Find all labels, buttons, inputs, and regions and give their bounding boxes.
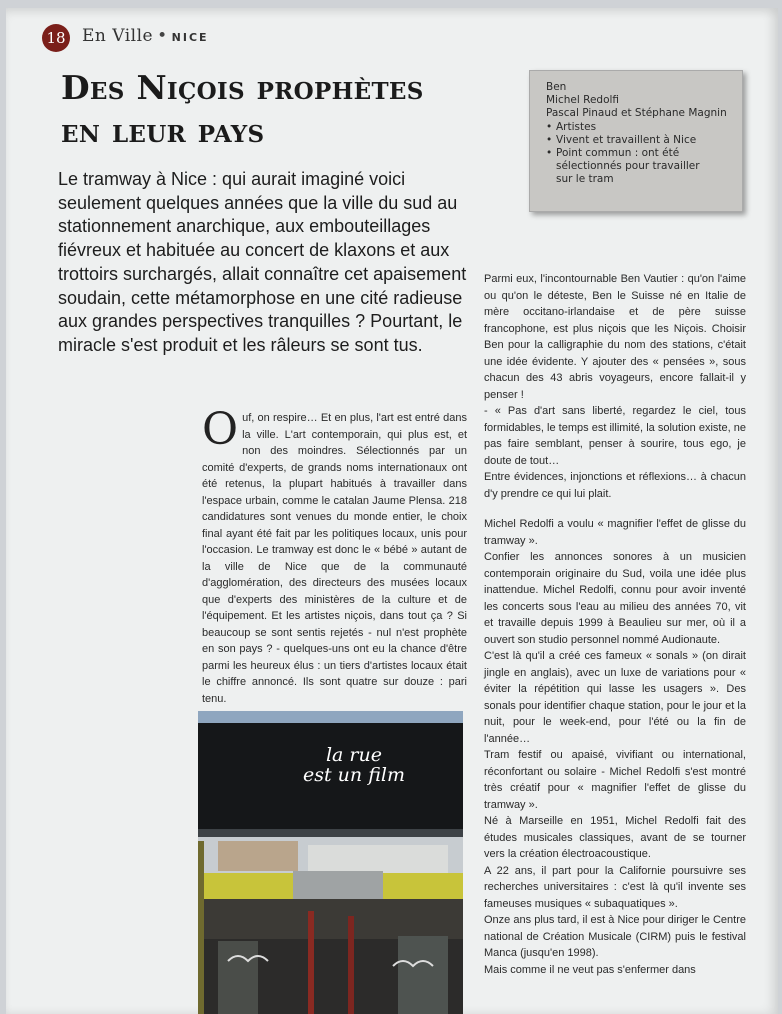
sidebar-bullet-continuation: sélectionnés pour travailler (556, 160, 700, 173)
sidebar-bullet: • Vivent et travaillent à Nice (546, 134, 730, 147)
sidebar-name: Michel Redolfi (546, 94, 620, 107)
paragraph: Entre évidences, injonctions et réflexions… à chacun d'y prendre ce qui lui plait. (484, 471, 746, 500)
paragraph: A 22 ans, il part pour la Californie poursuivre ses recherches universitaires : c'est là qu'il invente ses fameuses musiques « subaquatiques ». (484, 864, 746, 910)
tram-station-photo (198, 711, 463, 1014)
article-column-left (202, 404, 467, 707)
paragraph: Parmi eux, l'incontournable Ben Vautier : qu'on l'aime ou qu'on le déteste, Ben le Suisse né en Italie de mère occitano-irlandaise et de père suisse francophone, est plus niçois que les Niçois. Choisir Ben pour la calligraphie du nom des stations, c'était une idée évidente. Y ajouter des « pensées », sous chacun des 43 abris voyageurs, encore fallait-il y penser ! (484, 273, 746, 401)
paragraph-gap (484, 502, 746, 516)
section-subtitle: NICE (171, 31, 209, 44)
headline-line-2: en leur pays (61, 111, 265, 150)
sidebar-bullet: • Point commun : ont été (546, 147, 730, 160)
paragraph: Onze ans plus tard, il est à Nice pour diriger le Centre national de Création Musicale (CIRM) puis le festival Manca (jusqu'en 1998). (484, 914, 746, 959)
paragraph: Né à Marseille en 1951, Michel Redolfi fait des études musicales classiques, avant de se tourner vers la création électroacoustique. (484, 815, 746, 860)
paragraph: Confier les annonces sonores à un musicien contemporain originaire du Sud, voila une idée plus inattendue. Michel Redolfi, connu pour avoir inventé les concerts sous l'eau au milieu des années 70, vit et travaille depuis 1999 à Beaulieu sur mer, où il a ouvert son studio personnel nommé Audionaute. (484, 551, 746, 646)
headline-line-1: Des Niçois prophètes (61, 68, 424, 107)
paragraph: C'est là qu'il a créé ces fameux « sonals » (on dirait jingle en anglais), avec un luxe de variations pour « éviter la répétition qui lasse les usagers ». Des sonals pour identifier chaque station, pour le jour et la nuit, pour le week-end, pour l'été ou la fin de l'année… (484, 650, 746, 745)
paragraph: - « Pas d'art sans liberté, regardez le ciel, tous formidables, le temps est illimité, la solution existe, ne pas faire semblant, penser à sourire, tous ego, je doute de tout… (484, 405, 746, 467)
sidebar-bullet-continuation: sur le tram (556, 173, 614, 186)
sidebar-name: Pascal Pinaud et Stéphane Magnin (546, 107, 727, 120)
paragraph: Mais comme il ne veut pas s'enfermer dans (484, 963, 696, 976)
sign-line-2: est un film (303, 764, 405, 786)
sidebar-name: Ben (546, 81, 567, 93)
article-headline (61, 66, 521, 152)
artists-sidebar-box (529, 70, 743, 212)
article-intro: Le tramway à Nice : qui aurait imaginé voici seulement quelques années que la ville du sud au stationnement anarchique, aux embouteillages fiévreux et habituée au concert de klaxons et aux trottoirs surchargés, allait connaître cet apaisement soudain, cette métamorphose en une cité radieuse aux grandes perspectives tranquilles ? Pourtant, le miracle s'est produit et les râleurs se sont tus. (58, 169, 467, 355)
sidebar-bullet: • Artistes (546, 121, 730, 134)
page-number: 18 (42, 24, 70, 52)
paragraph: Tram festif ou apaisé, vivifiant ou international, réconfortant ou solaire - Michel Redolfi s'est montré très créatif pour « magnifier l'effet de glisse du tramway ». (484, 749, 746, 811)
magazine-page (6, 8, 778, 1014)
drop-cap: O (202, 404, 239, 455)
section-header (82, 26, 209, 46)
article-column-right (484, 271, 746, 978)
sign-text (294, 745, 414, 785)
section-title: En Ville (82, 26, 154, 46)
section-separator: • (157, 26, 168, 46)
column-left-text: uf, on respire… Et en plus, l'art est entré dans la ville. L'art contemporain, qui plus est, et non des moindres. Sélectionnés par un comité d'experts, de grands noms internationaux ont été retenus, la plupart habitués à travailler dans l'espace urbain, comme le catalan Jaume Plensa. 218 candidatures sont venues du monde entier, le choix final ayant été fait par les politiques locaux, unis pour l'occasion. Le tramway est donc le « bébé » autant de la ville de Nice que de la communauté d'agglomération, des directeurs des musées locaux que d'experts des ministères de la culture et de l'équipement. Et les artistes niçois, dans tout ça ? Si beaucoup se sont sentis rejetés - nul n'est prophète en son pays ? - quelques-uns ont eu la chance d'être parmi les heureux élus : un tiers d'artistes locaux était le chiffre annoncé. Ils sont quatre sur douze : pari tenu. (202, 412, 467, 705)
sign-line-1: la rue (325, 744, 382, 766)
paragraph: Michel Redolfi a voulu « magnifier l'effet de glisse du tramway ». (484, 518, 746, 547)
